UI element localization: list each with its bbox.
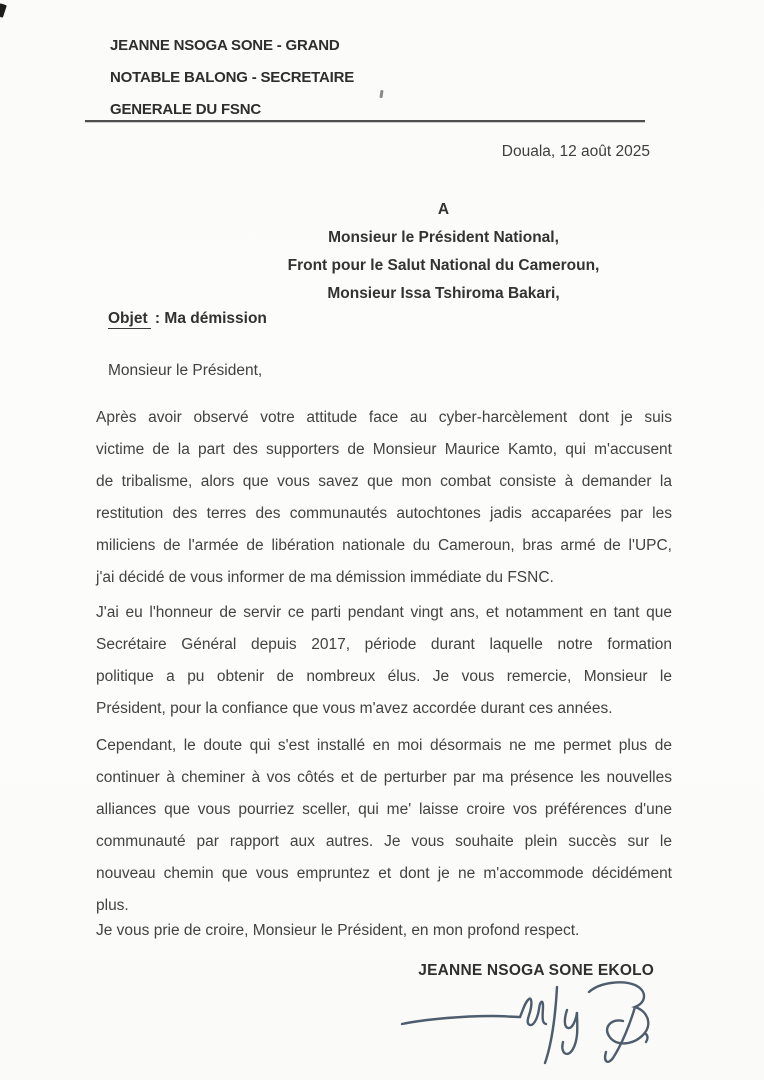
text-line: de tribalisme, alors que vous savez que mon combat consiste à demander la <box>96 473 672 490</box>
text-line: nouveau chemin que vous empruntez et dont je ne m'accommode décidément <box>96 865 672 882</box>
subject-label: Objet <box>108 310 151 329</box>
text-line: alliances que vous pourriez sceller, qui me' laisse croire vos préférences d'une <box>96 801 672 818</box>
body-paragraph-2 <box>96 597 672 725</box>
sender-identity-block <box>110 30 354 126</box>
text-line: Cependant, le doute qui s'est installé en moi désormais ne me permet plus de <box>96 737 672 754</box>
handwritten-signature <box>392 978 676 1078</box>
body-paragraph-1 <box>96 402 672 594</box>
recipient-lines <box>110 224 764 308</box>
date-place-line: Douala, 12 août 2025 <box>501 143 650 160</box>
text-line: plus. <box>96 897 129 914</box>
scan-artifact-corner <box>0 3 7 18</box>
text-line: Après avoir observé votre attitude face au cyber-harcèlement dont je suis <box>96 409 672 426</box>
text-line: GENERALE DU FSNC <box>110 101 261 118</box>
signature-name: JEANNE NSOGA SONE EKOLO <box>418 962 654 979</box>
recipient-to-letter: A <box>437 201 450 218</box>
body-paragraph-3 <box>96 730 672 922</box>
text-line: Front pour le Salut National du Cameroun, <box>287 257 600 274</box>
subject-value: Ma démission <box>164 310 267 327</box>
closing-line: Je vous prie de croire, Monsieur le Président, en mon profond respect. <box>96 922 580 939</box>
subject-separator: : <box>150 310 165 327</box>
text-line: Président, pour la confiance que vous m'avez accordée durant ces années. <box>96 700 613 717</box>
text-line: J'ai eu l'honneur de servir ce parti pendant vingt ans, et notamment en tant que <box>96 604 672 621</box>
text-line: j'ai décidé de vous informer de ma démission immédiate du FSNC. <box>96 569 554 586</box>
text-line: Secrétaire Général depuis 2017, période durant laquelle notre formation <box>96 636 672 653</box>
greeting-line: Monsieur le Président, <box>108 362 263 379</box>
text-line: JEANNE NSOGA SONE - GRAND <box>110 37 340 54</box>
subject-line <box>108 310 267 328</box>
text-line: Monsieur le Président National, <box>328 229 559 246</box>
text-line: NOTABLE BALONG - SECRETAIRE <box>110 69 355 86</box>
text-line: continuer à cheminer à vos côtés et de perturber par ma présence les nouvelles <box>96 769 672 786</box>
text-line: restitution des terres des communautés autochtones jadis accaparées par les <box>96 505 672 522</box>
header-divider <box>85 120 645 122</box>
recipient-block <box>110 196 764 308</box>
text-line: miliciens de l'armée de libération nationale du Cameroun, bras armé de l'UPC, <box>96 537 672 554</box>
text-line: communauté par rapport aux autres. Je vous souhaite plein succès sur le <box>96 833 672 850</box>
text-line: Monsieur Issa Tshiroma Bakari, <box>327 285 560 302</box>
text-line: victime de la part des supporters de Monsieur Maurice Kamto, qui m'accusent <box>96 441 672 458</box>
scan-artifact-mark <box>379 90 383 98</box>
text-line: politique a pu obtenir de nombreux élus. Je vous remercie, Monsieur le <box>96 668 672 685</box>
